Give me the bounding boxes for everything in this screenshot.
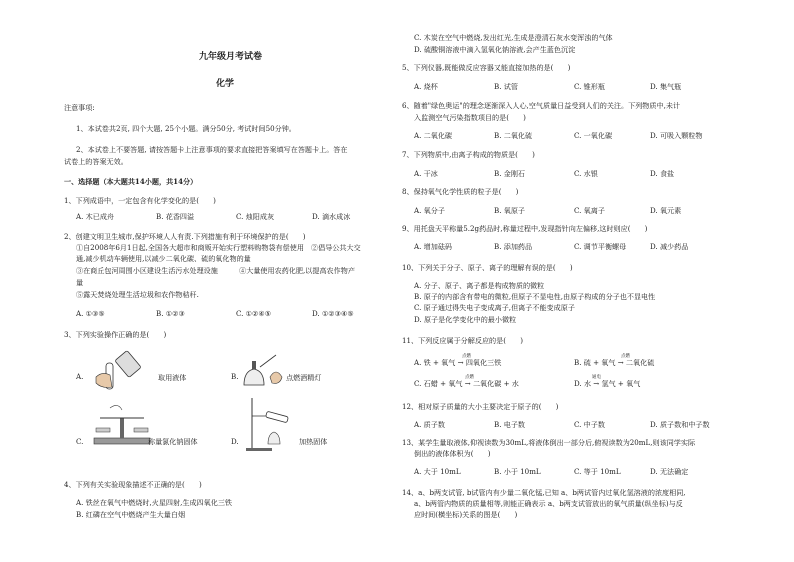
q6-option-b: B. 二氧化硫 — [494, 131, 533, 140]
q3-option-b-label: B. — [231, 372, 239, 381]
q3-option-a-label: A. — [76, 372, 84, 381]
q8-option-a: A. 氧分子 — [414, 206, 445, 215]
q14-line-1: 14、a、b两支试管, b试管内有少量二氧化锰,已知 a、b两试管内过氧化氢溶液的浓度相同, — [402, 488, 686, 497]
q5-option-c: C. 锥形瓶 — [574, 82, 605, 91]
section-heading: 一、选择题（本大题共14小题，共14分） — [64, 177, 198, 186]
q4-option-d: D. 硫酸铜溶液中滴入氢氧化钠溶液,会产生蓝色沉淀 — [414, 45, 576, 54]
q5-option-b: B. 试管 — [494, 82, 518, 91]
q2-option-c: C. ①②④⑤ — [236, 309, 272, 318]
q4-option-a: A. 铁丝在氧气中燃烧时,火星四射,生成四氧化三铁 — [76, 498, 233, 507]
q3-stem: 3、下列实验操作正确的是( ) — [64, 330, 167, 339]
q1-option-c: C. 烛阳成灰 — [236, 212, 275, 221]
q1-option-b: B. 花香四溢 — [156, 212, 195, 221]
q4-option-c: C. 木炭在空气中燃烧,发出红光,生成是澄清石灰水变浑浊的气体 — [414, 33, 613, 42]
q13-option-a: A. 大于 10mL — [414, 467, 461, 476]
q11-option-a: A. 铁 + 氧气 → 四氧化三铁 — [414, 358, 502, 367]
q2-line-1: ①自2008年6月1日起,全国各大超市和商贩开始实行塑料购物袋有偿使用 ②倡导公共大交 — [76, 243, 361, 252]
q6-option-d: D. 可吸入颗粒物 — [650, 131, 703, 140]
lamp-lighting-illustration — [236, 347, 286, 389]
q1-stem: 1、下列成语中，一定包含有化学变化的是( ) — [64, 196, 216, 205]
q5-option-a: A. 烧杯 — [414, 82, 438, 91]
q13-option-d: D. 无法确定 — [650, 467, 689, 476]
q11-b-condition: 点燃 — [621, 354, 630, 359]
q14-line-2: a、b两管内物质的质量相等,则能正确表示 a、b两支试管放出的氧气质量(纵坐标)与反 — [414, 499, 683, 508]
q6-option-c: C. 一氧化碳 — [574, 131, 613, 140]
q8-option-c: C. 氧离子 — [574, 206, 605, 215]
q2-line-5: ⑤露天焚烧处理生活垃圾和农作物秸秆. — [76, 290, 199, 299]
q2-line-3: ③在商丘包河周围小区建设生活污水处理设施 ④大量使用农药化肥,以提高农作物产 — [76, 266, 355, 275]
q11-c-condition: 点燃 — [465, 375, 474, 380]
q11-option-b: B. 硫 + 氧气 → 二氧化硫 — [574, 358, 655, 367]
pouring-liquid-illustration — [90, 347, 154, 391]
q4-stem: 4、下列有关实验现象描述不正确的是( ) — [64, 480, 202, 489]
q2-option-d: D. ①②③④⑤ — [312, 309, 354, 318]
q7-option-a: A. 干冰 — [414, 169, 438, 178]
q12-stem: 12、相对原子质量的大小主要决定于原子的( ) — [402, 402, 559, 411]
q1-option-a: A. 木已成舟 — [76, 212, 115, 221]
q11-option-c: C. 石蜡 + 氧气 → 二氧化碳 + 水 — [414, 379, 519, 388]
q11-a-condition: 点燃 — [462, 354, 471, 359]
q3-caption-a: 取用液体 — [158, 373, 187, 382]
q5-stem: 5、下列仪器,既能做反应容器又能直接加热的是( ) — [402, 63, 571, 72]
q12-option-a: A. 质子数 — [414, 420, 445, 429]
q3-option-c-label: C. — [76, 437, 84, 446]
q8-option-b: B. 氧原子 — [494, 206, 526, 215]
q11-option-d: D. 水 → 氢气 + 氧气 — [574, 379, 641, 388]
q9-option-a: A. 增加砝码 — [414, 242, 453, 251]
q13-line-1: 13、某学生量取液体,仰视读数为30mL,将液体倒出一部分后,俯视读数为20mL,则该同学实际 — [402, 438, 696, 447]
q2-option-b: B. ①②③ — [156, 309, 185, 318]
q13-option-c: C. 等于 10mL — [574, 467, 621, 476]
q7-option-d: D. 食盐 — [650, 169, 675, 178]
q4-option-b: B. 红磷在空气中燃烧产生大量白烟 — [76, 510, 186, 519]
q3-caption-b: 点燃酒精灯 — [286, 373, 322, 382]
heating-solid-illustration — [244, 394, 292, 452]
q2-line-4: 量 — [76, 278, 84, 287]
q5-option-d: D. 集气瓶 — [650, 82, 682, 91]
q2-line-2: 通,减少机动车辆使用,以减少二氧化碳、硫的氧化物的量 — [76, 254, 251, 263]
notice-item-2-cont: 试卷上的答案无效。 — [64, 157, 128, 166]
q3-caption-d: 加热固体 — [299, 437, 328, 446]
q11-d-condition: 通电 — [592, 375, 601, 380]
exam-title: 九年级月考试卷 — [199, 52, 263, 62]
q12-option-b: B. 电子数 — [494, 420, 526, 429]
q10-option-b: B. 原子的内部含有带电的微粒,但原子不显电性,由原子构成的分子也不显电性 — [414, 292, 656, 301]
q3-caption-c: 称量氯化钠固体 — [148, 437, 198, 446]
q3-option-d-label: D. — [231, 437, 239, 446]
q10-option-d: D. 原子是化学变化中的最小微粒 — [414, 315, 517, 324]
q1-option-d: D. 滴水成冰 — [312, 212, 351, 221]
q6-line-2: 入监测空气污染指数项目的是( ) — [414, 113, 526, 122]
q10-option-c: C. 原子通过得失电子变成离子,但离子不能变成原子 — [414, 303, 575, 312]
q10-stem: 10、下列关于分子、原子、离子的理解有误的是( ) — [402, 263, 573, 272]
q14-line-3: 应时间(横坐标)关系的图是( ) — [414, 510, 518, 519]
q11-stem: 11、下列反应属于分解反应的是( ) — [402, 336, 523, 345]
q7-option-c: C. 水银 — [574, 169, 598, 178]
notice-item-1: 1、本试卷共2页, 四个大题, 25个小题。满分50分, 考试时间50分钟。 — [76, 124, 296, 133]
q6-line-1: 6、随着"绿色奥运"的理念逐渐深入人心,空气质量日益受到人们的关注。下列物质中,未计 — [402, 101, 681, 110]
q2-option-a: A. ①③⑤ — [76, 309, 105, 318]
q8-stem: 8、保持氧气化学性质的粒子是( ) — [402, 187, 519, 196]
subject-title: 化学 — [216, 79, 235, 89]
notice-heading: 注意事项: — [64, 103, 95, 112]
q7-option-b: B. 金刚石 — [494, 169, 526, 178]
balance-illustration — [90, 400, 154, 448]
q9-stem: 9、用托盘天平称量5.2g药品时,称量过程中,发现指针向左偏移,这时则应( ) — [402, 224, 648, 233]
q13-line-2: 倒出的液体体积为( ) — [414, 449, 491, 458]
q2-stem: 2、创建文明卫生城市,保护环境人人有责.下列措施有利于环境保护的是( ) — [64, 232, 306, 241]
q13-option-b: B. 小于 10mL — [494, 467, 541, 476]
q9-option-b: B. 添加药品 — [494, 242, 533, 251]
notice-item-2: 2、本试卷上不要答题, 请按答题卡上注意事项的要求直接把答案填写在答题卡上。答在 — [76, 145, 348, 154]
q12-option-d: D. 质子数和中子数 — [650, 420, 710, 429]
q12-option-c: C. 中子数 — [574, 420, 605, 429]
q9-option-d: D. 减少药品 — [650, 242, 689, 251]
q8-option-d: D. 氧元素 — [650, 206, 682, 215]
q9-option-c: C. 调节平衡螺母 — [574, 242, 627, 251]
q6-option-a: A. 二氧化碳 — [414, 131, 453, 140]
q10-option-a: A. 分子、原子、离子都是构成物质的微粒 — [414, 281, 545, 290]
q7-stem: 7、下列物质中,由离子构成的物质是( ) — [402, 150, 535, 159]
